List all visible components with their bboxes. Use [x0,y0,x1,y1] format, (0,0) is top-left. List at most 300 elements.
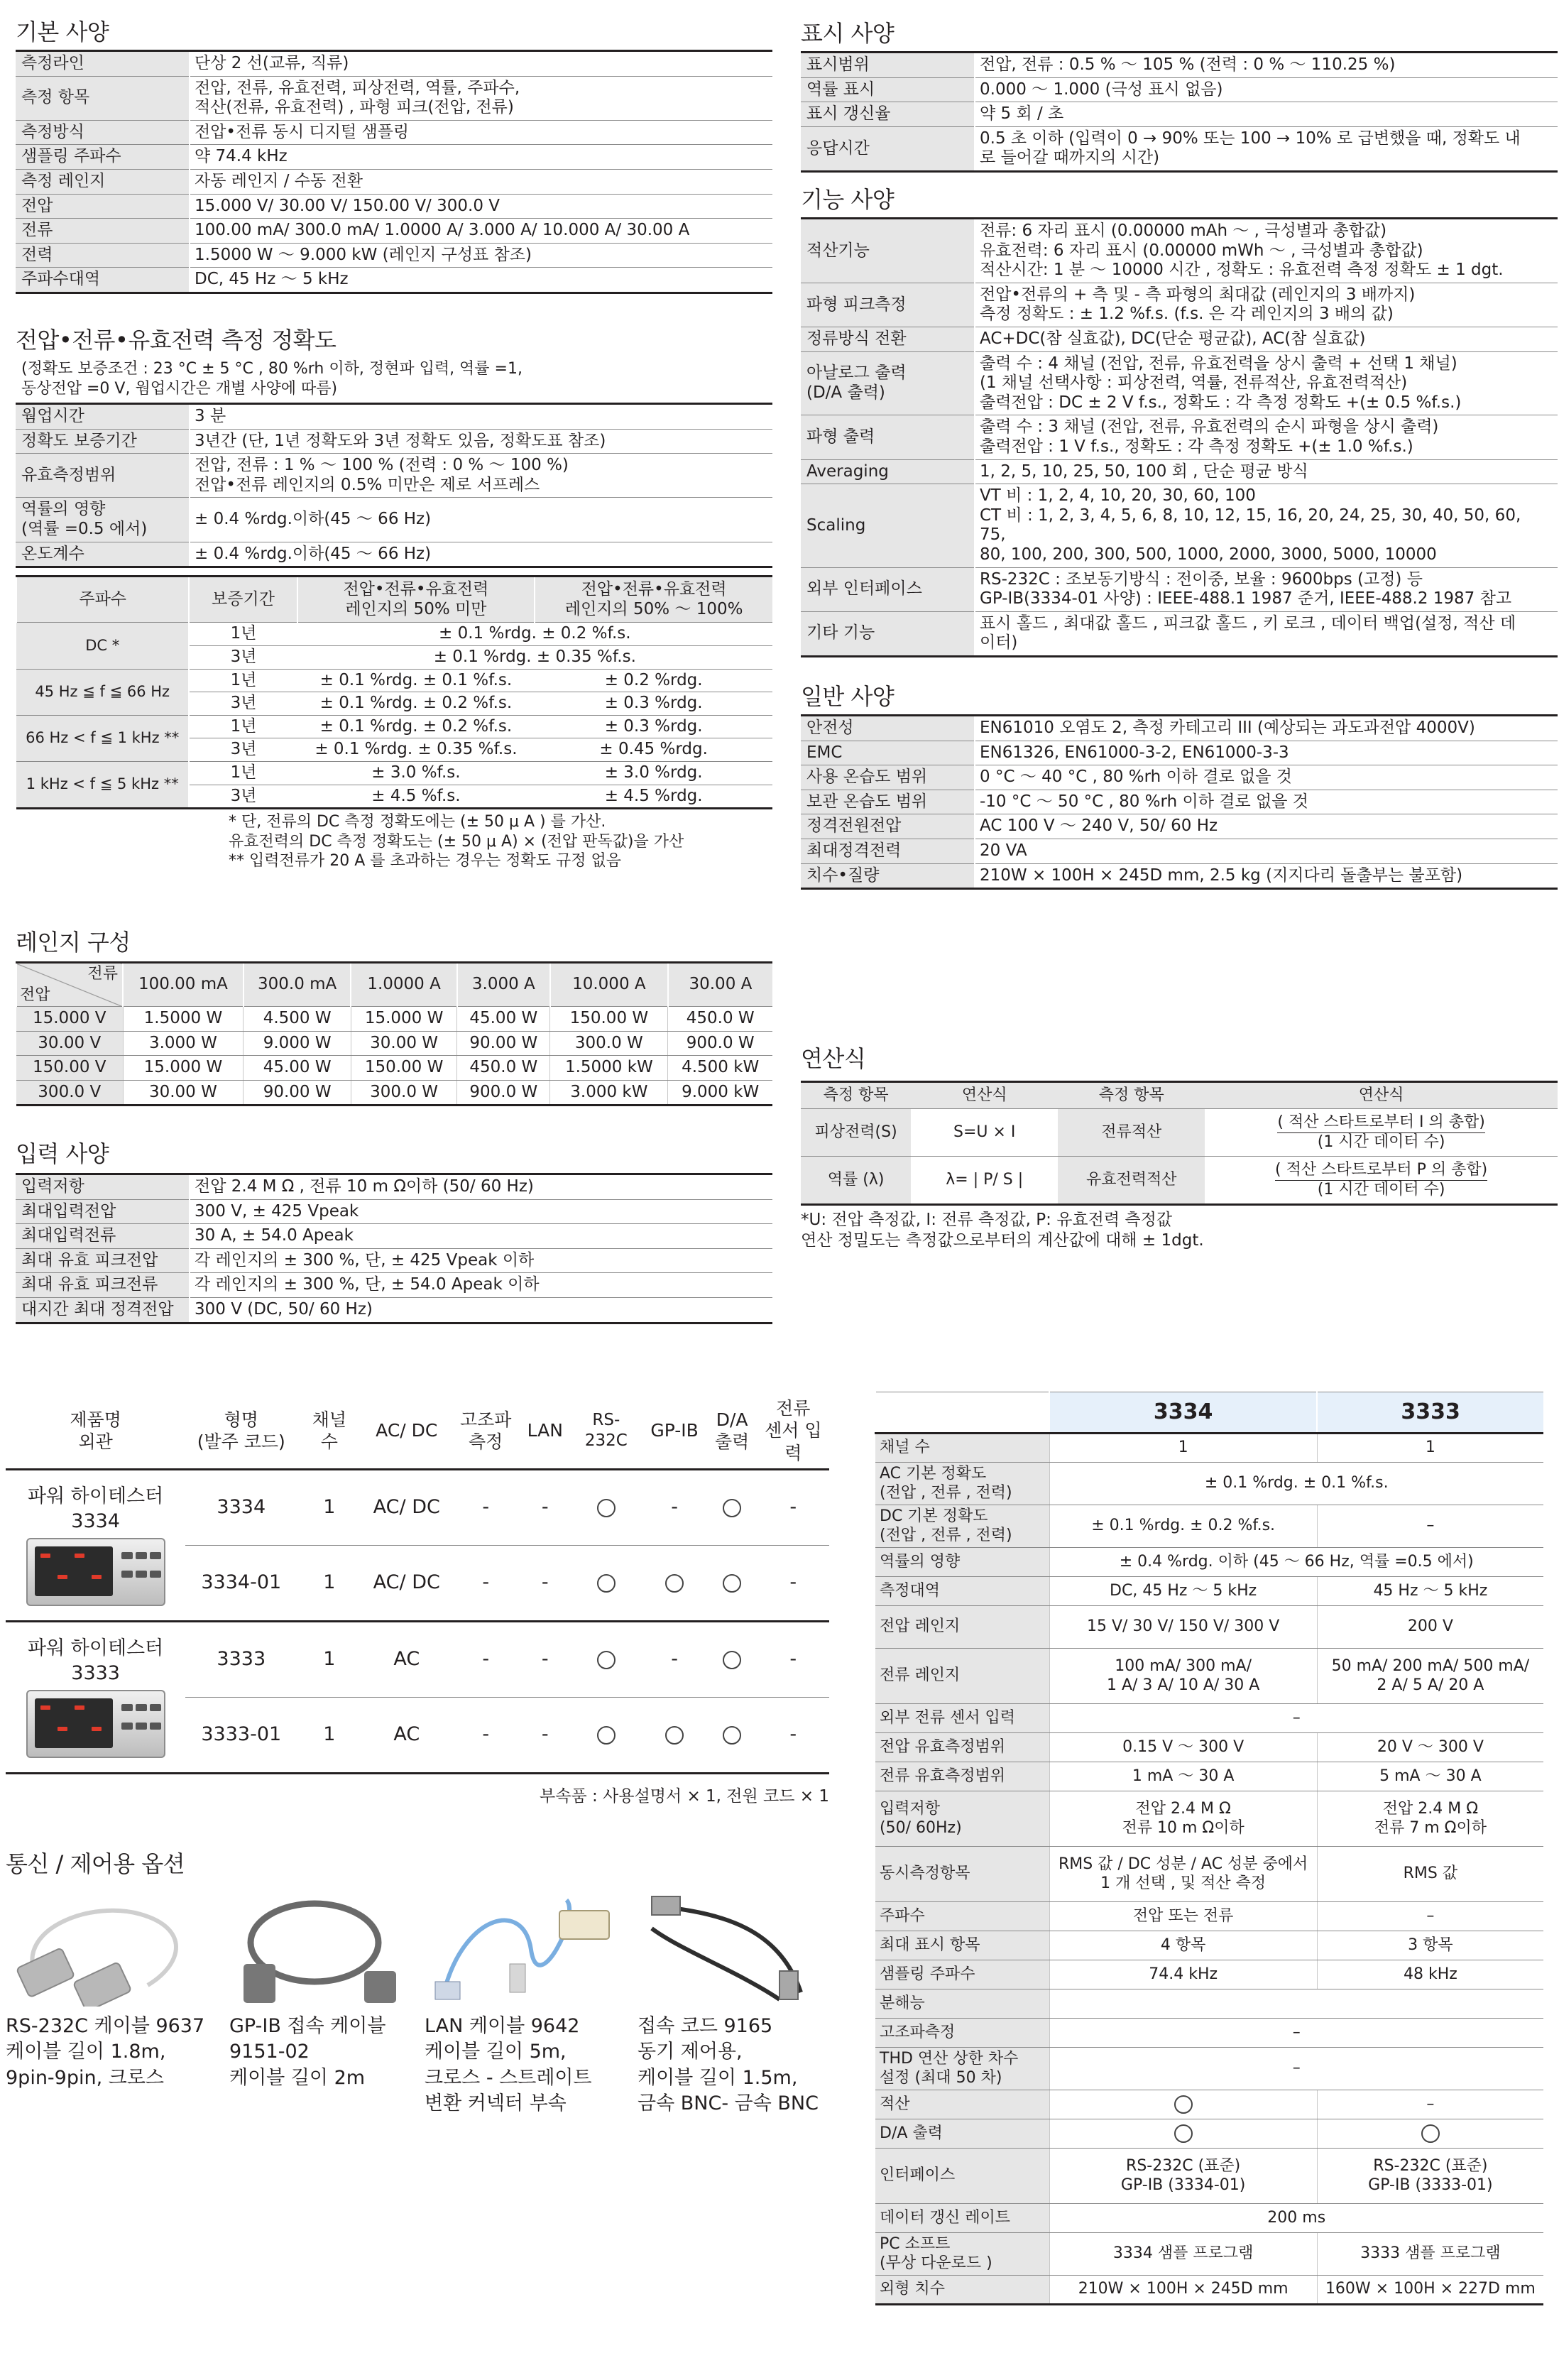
general-section [801,679,1558,890]
spec-value: 전압•전류의 + 측 및 - 측 파형의 최대값 (레인지의 3 배까지) 측정 정확도 : ± 1.2 %f.s. (f.s. 은 각 레인지의 3 배의 값) [975,283,1558,327]
compare-text: 0.15 V ～ 300 V [1122,1737,1245,1756]
compare-text: 전압 또는 전류 [1132,1906,1234,1925]
range-power: 900.0 W [457,1080,550,1106]
input-section [16,1136,772,1324]
range-power: 1.5000 kW [550,1056,668,1081]
compare-row [875,1649,1543,1704]
accuracy-conditions: (정확도 보증조건 : 23 °C ± 5 °C , 80 %rh 이하, 정현파 입력, 역률 =1, 동상전압 =0 V, 웜업시간은 개별 사양에 따름) [21,360,523,398]
supported-circle-icon [597,1651,616,1669]
product-feature-value: - [482,1723,490,1746]
spec-key: 정확도 보증기간 [16,429,190,454]
input-spec-table [16,1173,772,1324]
product-feature-value: - [541,1571,549,1594]
accuracy-spec-table [16,403,772,568]
spec-value: AC 100 V ～ 240 V, 50/ 60 Hz [975,814,1558,839]
range-corner-current: 전류 [87,965,118,983]
range-power: 15.000 W [123,1056,244,1081]
spec-key: 입력저항 [16,1174,190,1200]
spec-value: ± 0.4 %rdg.이하(45 ～ 66 Hz) [190,542,772,567]
formula-table [801,1081,1558,1206]
compare-value-3333 [1317,1960,1543,1989]
compare-text: 전압 2.4 M Ω 전류 10 m Ω이하 [1122,1800,1245,1837]
compare-text: 1 [1178,1439,1188,1457]
spec-row [801,765,1558,790]
accuracy-value-low: ± 3.0 %f.s. [297,761,535,785]
spec-row [801,327,1558,351]
spec-value: 0.000 ～ 1.000 (극성 표시 없음) [975,77,1558,102]
function-title: 기능 사양 [801,186,895,213]
compare-value-3334 [1049,1762,1317,1791]
range-current-header: 30.00 A [668,963,772,1007]
compare-key: 채널 수 [875,1434,1049,1463]
compare-key: 역률의 영향 [875,1548,1049,1577]
compare-value-3334 [1049,1649,1317,1704]
compare-section [875,1392,1543,2305]
spec-row [16,76,772,120]
spec-row [801,102,1558,127]
gpib-cable-icon [229,1886,435,2014]
compare-text: 50 mA/ 200 mA/ 500 mA/ 2 A/ 5 A/ 20 A [1331,1657,1530,1694]
compare-text: – [1426,1517,1435,1535]
range-power: 15.000 W [351,1007,456,1032]
compare-value-shared: – [1049,2048,1543,2090]
compare-header: 3333 [1317,1392,1543,1434]
lan-cable-icon [425,1886,630,2014]
compare-text: 100 mA/ 300 mA/ 1 A/ 3 A/ 10 A/ 30 A [1106,1657,1260,1694]
range-power: 150.00 W [351,1056,456,1081]
rs232c-cable-icon [6,1886,212,2014]
compare-text: 3 항목 [1408,1936,1453,1954]
accuracy-value-high: ± 4.5 %rdg. [535,785,772,809]
formula-header: 측정 항목 [1058,1082,1205,1109]
compare-value-3334 [1049,1577,1317,1606]
product-table [6,1393,829,1774]
spec-key: 최대입력전류 [16,1224,190,1249]
range-current-header: 3.000 A [457,963,550,1007]
compare-row [875,2119,1543,2149]
spec-row [16,1174,772,1200]
formula-row [801,1157,1558,1205]
function-section [801,182,1558,657]
compare-value-3334 [1049,1960,1317,1989]
spec-row [16,194,772,219]
range-power: 30.00 W [351,1031,456,1056]
compare-row [875,1606,1543,1649]
accuracy-period: 3년 [189,785,297,809]
compare-text: 15 V/ 30 V/ 150 V/ 300 V [1086,1617,1280,1636]
spec-row [16,498,772,542]
accuracy-value-low: ± 0.1 %rdg. ± 0.35 %f.s. [297,738,535,762]
compare-value-shared: – [1049,1704,1543,1733]
range-power: 300.0 W [550,1031,668,1056]
compare-key: THD 연산 상한 차수 설정 (최대 50 차) [875,2048,1049,2090]
compare-row [875,1704,1543,1733]
spec-key: 최대 유효 피크전류 [16,1273,190,1298]
compare-row [875,2019,1543,2048]
compare-row [875,1762,1543,1791]
product-feature-value: - [789,1571,797,1594]
product-channels: 1 [297,1621,361,1697]
compare-key: 외부 전류 센서 입력 [875,1704,1049,1733]
spec-value: -10 °C ～ 50 °C , 80 %rh 이하 결로 없을 것 [975,790,1558,814]
spec-value: 출력 수 : 3 채널 (전압, 전류, 유효전력의 순시 파형을 상시 출력) 출력전압 : 1 V f.s., 정확도 : 각 측정 정확도 +(± 1.0 %f.s.) [975,415,1558,459]
accuracy-period: 1년 [189,715,297,738]
product-feature [570,1621,642,1697]
range-power: 450.0 W [457,1056,550,1081]
spec-value: 전압, 전류 : 0.5 % ～ 105 % (전력 : 0 % ～ 110.25 %) [975,53,1558,78]
spec-key: 정류방식 전환 [801,327,975,351]
compare-text: 20 V ～ 300 V [1377,1737,1484,1756]
basic-spec-section [16,14,772,294]
compare-row [875,2233,1543,2276]
range-row [16,1031,772,1056]
compare-value-3333 [1317,2149,1543,2204]
spec-key: 역률의 영향 (역률 =0.5 에서) [16,498,190,542]
accuracy-header: 전압•전류•유효전력 레인지의 50% ～ 100% [535,577,772,623]
compare-text: 210W × 100H × 245D mm [1078,2280,1289,2298]
spec-row [16,1273,772,1298]
spec-key: 주파수대역 [16,268,190,293]
compare-row [875,1577,1543,1606]
spec-value: 0 °C ～ 40 °C , 80 %rh 이하 결로 없을 것 [975,765,1558,790]
spec-row [801,814,1558,839]
accessories-note: 부속품 : 사용설명서 × 1, 전원 코드 × 1 [540,1786,829,1806]
compare-value-shared: ± 0.4 %rdg. 이하 (45 ～ 66 Hz, 역률 =0.5 에서) [1049,1548,1543,1577]
range-row [16,1007,772,1032]
spec-row [16,145,772,170]
spec-key: 웜업시간 [16,404,190,430]
compare-value-3333 [1317,1649,1543,1704]
supported-circle-icon [1174,2095,1193,2114]
compare-text: 160W × 100H × 227D mm [1325,2280,1536,2298]
spec-value: EN61326, EN61000-3-2, EN61000-3-3 [975,741,1558,765]
spec-value: VT 비 : 1, 2, 4, 10, 20, 30, 60, 100 CT 비 : 1, 2, 3, 4, 5, 6, 8, 10, 12, 15, 16, 20, 24, 25, 30, 40, 50, 60, 75, 80, 100, 200, 300, 500, 1000, 2000, 3000, 5000, 10000 [975,484,1558,567]
accuracy-value-high: ± 0.2 %rdg. [535,669,772,692]
spec-key: 전압 [16,194,190,219]
compare-value-3334 [1049,1931,1317,1960]
accuracy-header-row [16,577,772,623]
range-power: 3.000 W [123,1031,244,1056]
spec-value: 1.5000 W ～ 9.000 kW (레인지 구성표 참조) [190,243,772,268]
accuracy-period: 1년 [189,669,297,692]
compare-key: 측정대역 [875,1577,1049,1606]
compare-key: 고조파측정 [875,2019,1049,2048]
display-title: 표시 사양 [801,20,895,47]
spec-key: 온도계수 [16,542,190,567]
compare-key: DC 기본 정확도 (전압 , 전류 , 전력) [875,1505,1049,1548]
product-name-cell [6,1469,185,1621]
formula-header: 연산식 [1205,1082,1558,1109]
range-power: 45.00 W [244,1056,351,1081]
compare-key: 데이터 갱신 레이트 [875,2204,1049,2233]
range-power: 4.500 W [244,1007,351,1032]
product-feature [757,1621,829,1697]
product-section [6,1393,829,1806]
compare-key: 적산 [875,2090,1049,2119]
product-feature [452,1545,520,1621]
display-section [801,16,1558,173]
spec-value: 210W × 100H × 245D mm, 2.5 kg (지지다리 돌출부는 불포함) [975,863,1558,889]
accuracy-frequency: 45 Hz ≦ f ≦ 66 Hz [16,669,189,715]
spec-key: 대지간 최대 정격전압 [16,1297,190,1323]
accuracy-period: 3년 [189,645,297,669]
product-name: 파워 하이테스터 3333 [28,1637,164,1685]
spec-key: 측정방식 [16,120,190,145]
range-table [16,961,772,1106]
formula-expression: λ= | P/ S | [911,1157,1058,1205]
display-spec-table [801,51,1558,173]
fraction-denominator: (1 시간 데이터 수) [1317,1180,1445,1199]
product-channels: 1 [297,1697,361,1773]
accuracy-period: 1년 [189,761,297,785]
compare-value-3333 [1317,1505,1543,1548]
spec-key: 최대정격전력 [801,839,975,863]
compare-value-3333 [1317,2233,1543,2276]
compare-key: 입력저항 (50/ 60Hz) [875,1791,1049,1847]
spec-row [801,459,1558,484]
option-item [229,1886,435,2091]
range-row [16,1080,772,1106]
spec-value: 출력 수 : 4 채널 (전압, 전류, 유효전력을 상시 출력 + 선택 1 채널) (1 채널 선택사항 : 피상전력, 역률, 전류적산, 유효전력적산) 출력전압 : DC ± 2 V f.s., 정확도 : 각 측정 정확도 +(± 0.5 %f.s.) [975,351,1558,415]
compare-value-3333 [1317,1791,1543,1847]
product-name-cell [6,1621,185,1773]
product-header: 채널 수 [297,1393,361,1469]
product-feature [642,1621,707,1697]
range-power: 1.5000 W [123,1007,244,1032]
range-corner [16,963,123,1007]
accuracy-table [16,575,772,809]
product-feature [452,1469,520,1545]
compare-value-3334 [1049,2233,1317,2276]
spec-value: 전압•전류 동시 디지털 샘플링 [190,120,772,145]
range-voltage: 30.00 V [16,1031,123,1056]
range-power: 90.00 W [457,1031,550,1056]
compare-text: RS-232C (표준) GP-IB (3333-01) [1368,2157,1493,2194]
spec-key: 표시범위 [801,53,975,78]
compare-key: AC 기본 정확도 (전압 , 전류 , 전력) [875,1463,1049,1505]
range-power: 150.00 W [550,1007,668,1032]
spec-row [801,219,1558,283]
compare-value-3333 [1317,2090,1543,2119]
formula-section [801,1041,1558,1250]
accuracy-footnote: * 단, 전류의 DC 측정 정확도에는 (± 50 μ A ) 를 가산. 유효전력의 DC 측정 정확도는 (± 50 μ A) × (전압 판독값)을 가산 ** 입력전류가 20 A 를 초과하는 경우는 정확도 규정 없음 [229,813,684,870]
spec-key: 파형 피크측정 [801,283,975,327]
input-title: 입력 사양 [16,1140,109,1167]
spec-key: 측정라인 [16,51,190,77]
options-section [6,1846,829,2130]
supported-circle-icon [723,1651,741,1669]
compare-key: PC 소프트 (무상 다운로드 ) [875,2233,1049,2276]
option-caption: RS-232C 케이블 9637 케이블 길이 1.8m, 9pin-9pin, 크로스 [6,2015,205,2089]
option-caption: LAN 케이블 9642 케이블 길이 5m, 크로스 - 스트레이트 변환 커넥터 부속 [425,2015,592,2115]
compare-row [875,1847,1543,1902]
product-feature-value: - [482,1648,490,1671]
spec-row [16,120,772,145]
compare-row [875,1505,1543,1548]
spec-row [801,839,1558,863]
accuracy-period: 1년 [189,623,297,646]
compare-value-3334 [1049,1733,1317,1762]
product-header: RS-232C [570,1393,642,1469]
compare-row [875,1931,1543,1960]
compare-text: RMS 값 [1403,1865,1458,1883]
compare-text: – [1426,2095,1435,2113]
spec-value: 100.00 mA/ 300.0 mA/ 1.0000 A/ 3.000 A/ 10.000 A/ 30.00 A [190,219,772,244]
product-feature-value: - [482,1571,490,1594]
spec-row [16,404,772,430]
spec-key: 샘플링 주파수 [16,145,190,170]
compare-row [875,1960,1543,1989]
product-model: 3333-01 [185,1697,297,1773]
compare-key: 인터페이스 [875,2149,1049,2204]
product-feature-value: - [789,1723,797,1746]
product-feature [452,1697,520,1773]
supported-circle-icon [723,1726,741,1745]
spec-value: 자동 레인지 / 수동 전환 [190,169,772,194]
compare-text: DC, 45 Hz ～ 5 kHz [1110,1581,1257,1600]
range-current-header: 1.0000 A [351,963,456,1007]
product-header-row [6,1393,829,1469]
accuracy-value-high: ± 0.45 %rdg. [535,738,772,762]
spec-row [16,51,772,77]
range-current-header: 300.0 mA [244,963,351,1007]
range-power: 4.500 kW [668,1056,772,1081]
compare-row [875,1989,1543,2019]
product-acdc: AC/ DC [361,1469,452,1545]
compare-value-shared: ± 0.1 %rdg. ± 0.1 %f.s. [1049,1463,1543,1505]
spec-row [16,429,772,454]
product-header: AC/ DC [361,1393,452,1469]
supported-circle-icon [597,1499,616,1517]
range-power: 90.00 W [244,1080,351,1106]
compare-value-3334 [1049,2090,1317,2119]
range-voltage: 150.00 V [16,1056,123,1081]
spec-key: 안전성 [801,716,975,741]
accuracy-header: 주파수 [16,577,189,623]
spec-value: 30 A, ± 54.0 Apeak [190,1224,772,1249]
spec-value: 각 레인지의 ± 300 %, 단, ± 54.0 Apeak 이하 [190,1273,772,1298]
spec-value: 약 74.4 kHz [190,145,772,170]
spec-row [801,126,1558,171]
product-feature [707,1545,757,1621]
compare-key: 분해능 [875,1989,1049,2019]
spec-key: 아날로그 출력 (D/A 출력) [801,351,975,415]
spec-row [801,283,1558,327]
compare-text: 74.4 kHz [1149,1965,1218,1983]
product-acdc: AC [361,1621,452,1697]
fraction-denominator: (1 시간 데이터 수) [1317,1132,1445,1151]
spec-row [801,567,1558,611]
compare-value-3333 [1317,2276,1543,2305]
product-feature [452,1621,520,1697]
compare-row [875,1548,1543,1577]
supported-circle-icon [723,1499,741,1517]
accuracy-value-high: ± 3.0 %rdg. [535,761,772,785]
spec-row [801,415,1558,459]
compare-text: 전압 2.4 M Ω 전류 7 m Ω이하 [1374,1800,1487,1837]
product-feature [757,1545,829,1621]
compare-key: D/A 출력 [875,2119,1049,2149]
accuracy-value-low: ± 0.1 %rdg. ± 0.35 %f.s. [297,645,772,669]
options-title: 통신 / 제어용 옵션 [6,1850,185,1877]
accuracy-row [16,761,772,785]
product-feature-value: - [789,1496,797,1519]
formula-row [801,1109,1558,1157]
product-feature [520,1621,570,1697]
spec-value: EN61010 오염도 2, 측정 카테고리 III (예상되는 과도과전압 4000V) [975,716,1558,741]
accuracy-row [16,623,772,646]
range-corner-voltage: 전압 [20,986,50,1004]
product-feature [757,1697,829,1773]
range-header-row [16,963,772,1007]
supported-circle-icon [665,1726,684,1745]
product-feature [707,1697,757,1773]
function-spec-table [801,217,1558,657]
range-power: 450.0 W [668,1007,772,1032]
spec-value: 3 분 [190,404,772,430]
compare-row [875,1434,1543,1463]
supported-circle-icon [665,1574,684,1593]
compare-value-shared [1049,1989,1543,2019]
compare-row [875,2048,1543,2090]
compare-key: 샘플링 주파수 [875,1960,1049,1989]
accuracy-value-low: ± 0.1 %rdg. ± 0.1 %f.s. [297,669,535,692]
formula-fraction [1205,1157,1558,1205]
product-row [6,1621,829,1697]
product-feature [520,1469,570,1545]
spec-row [16,268,772,293]
spec-row [801,741,1558,765]
formula-item: 전류적산 [1058,1109,1205,1157]
compare-text: 45 Hz ～ 5 kHz [1373,1581,1488,1600]
compare-value-3333 [1317,1577,1543,1606]
compare-row [875,2149,1543,2204]
product-model: 3334 [185,1469,297,1545]
compare-key: 주파수 [875,1902,1049,1931]
product-feature [520,1545,570,1621]
spec-value: 전압 2.4 M Ω , 전류 10 m Ω이하 (50/ 60 Hz) [190,1174,772,1200]
spec-key: Averaging [801,459,975,484]
compare-value-3334 [1049,1505,1317,1548]
product-row [6,1469,829,1545]
product-header: 형명 (발주 코드) [185,1393,297,1469]
product-name: 파워 하이테스터 3334 [28,1485,164,1533]
accuracy-row [16,715,772,738]
option-item [638,1886,843,2117]
compare-row [875,1791,1543,1847]
product-feature [642,1469,707,1545]
product-feature [520,1697,570,1773]
supported-circle-icon [1174,2124,1193,2143]
spec-key: 역률 표시 [801,77,975,102]
accuracy-value-low: ± 0.1 %rdg. ± 0.2 %f.s. [297,715,535,738]
spec-key: 표시 갱신율 [801,102,975,127]
range-row [16,1056,772,1081]
compare-value-3334 [1049,1606,1317,1649]
spec-key: 정격전원전압 [801,814,975,839]
option-item [6,1886,212,2091]
product-header: LAN [520,1393,570,1469]
compare-value-3334 [1049,1847,1317,1902]
basic-spec-table [16,50,772,294]
power-meter-image [26,1690,165,1758]
spec-row [801,611,1558,656]
spec-value: 300 V (DC, 50/ 60 Hz) [190,1297,772,1323]
spec-row [801,53,1558,78]
range-voltage: 15.000 V [16,1007,123,1032]
product-feature-value: - [541,1496,549,1519]
option-item [425,1886,630,2117]
